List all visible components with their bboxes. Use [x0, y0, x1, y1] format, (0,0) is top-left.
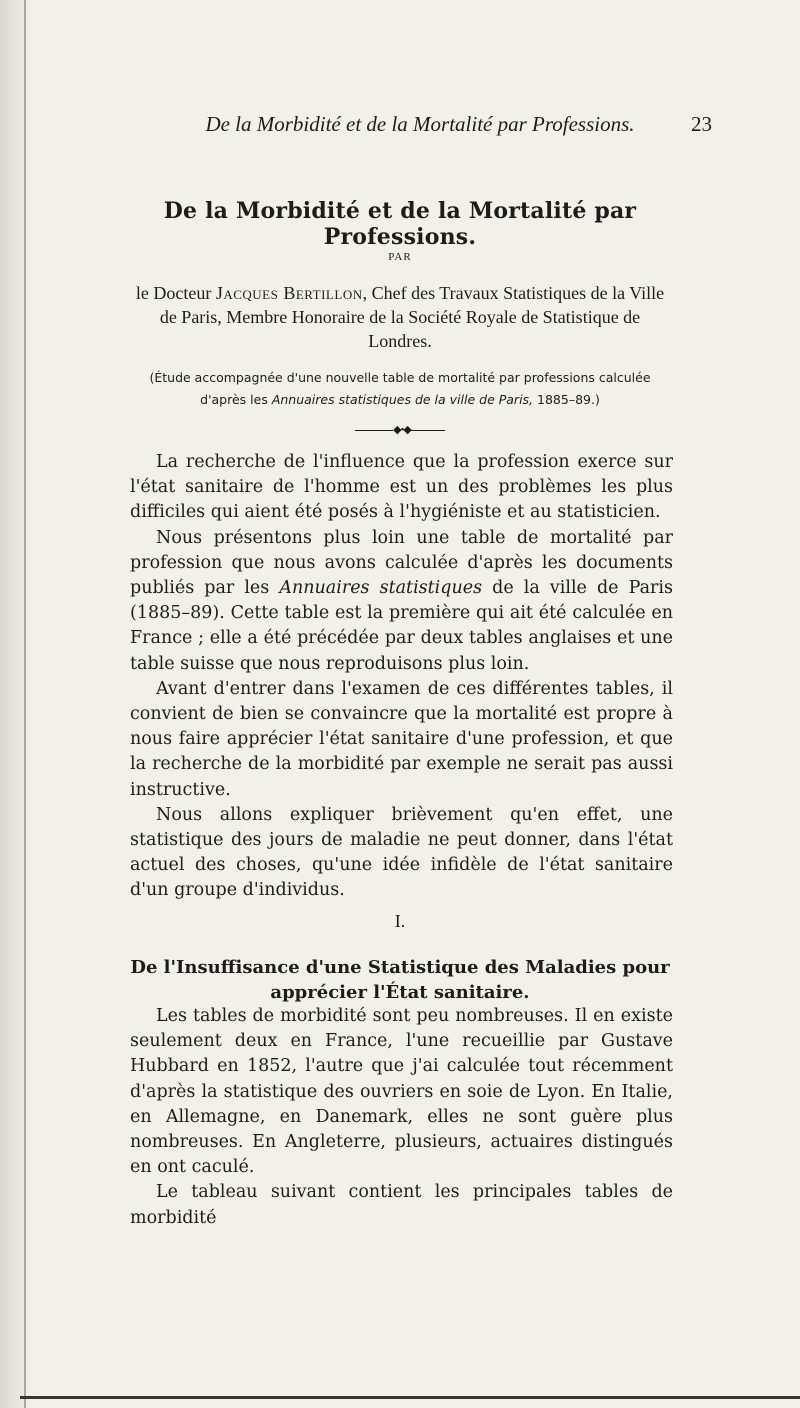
author-suffix: , Chef des Travaux Statistiques de la Ville de Paris, Membre Honoraire de la Société Royale de Statistique de Londres. — [159, 283, 665, 351]
page-bottom-edge — [20, 1396, 800, 1399]
intro-text — [130, 450, 673, 904]
subtitle-start: (Étude accompagnée d'une nouvelle table de mortalité par professions calculée d'après les — [149, 370, 651, 407]
paragraph-end: de la ville de Paris (1885–89). Cette table est la première qui ait été calculée en France ; elle a été précédée par deux tables anglaises et une table suisse que nous reproduisons plus loin. — [130, 578, 673, 674]
paragraph — [130, 526, 673, 677]
article-subtitle — [130, 367, 670, 411]
author-line — [130, 281, 670, 353]
ornamental-divider — [0, 423, 800, 436]
paragraph: Avant d'entrer dans l'examen de ces différentes tables, il convient de bien se convaincre que la mortalité est propre à nous faire apprécier l'état sanitaire d'une profession, et que la recherche de la morbidité par exemple ne serait pas aussi instructive. — [130, 678, 673, 800]
paragraph: La recherche de l'influence que la profession exerce sur l'état sanitaire de l'homme est un des problèmes les plus difficiles qui aient été posés à l'hygiéniste et au statisticien. — [130, 452, 673, 523]
running-head: De la Morbidité et de la Mortalité par Professions. — [205, 112, 635, 136]
section-title: De l'Insuffisance d'une Statistique des Maladies pour apprécier l'État sanitaire. — [130, 957, 670, 1003]
paragraph-italic: Annuaires statistiques — [279, 578, 483, 599]
paragraph: Nous allons expliquer brièvement qu'en effet, une statistique des jours de maladie ne peut donner, dans l'état actuel des choses, qu'une idée infidèle de l'état sanitaire d'un groupe d'individus. — [130, 804, 673, 901]
section-text — [130, 1004, 673, 1231]
divider-rule-right — [411, 430, 445, 431]
paragraph: Le tableau suivant contient les principales tables de morbidité — [130, 1182, 673, 1228]
author-prefix: le Docteur — [135, 283, 216, 303]
subtitle-italic: Annuaires statistiques de la ville de Paris, — [271, 392, 534, 407]
divider-rule-left — [355, 430, 393, 431]
section-number: I. — [394, 911, 406, 931]
subtitle-end: 1885–89.) — [533, 392, 600, 407]
par-label: PAR — [388, 251, 412, 263]
paragraph-start: Nous présentons plus loin une table de mortalité par profession que nous avons calculée d'après les documents publiés par les — [130, 527, 673, 599]
article-title: De la Morbidité et de la Mortalité par Professions. — [163, 198, 637, 250]
paragraph: Les tables de morbidité sont peu nombreuses. Il en existe seulement deux en France, l'une recueillie par Gustave Hubbard en 1852, l'autre que j'ai calculée tout récemment d'après la statistique des ouvriers en soie de Lyon. En Italie, en Allemagne, en Danemark, elles ne sont guère plus nombreuses. En Angleterre, plusieurs, actuaires distingués en ont caculé. — [130, 1006, 673, 1178]
author-name: Jacques Bertillon — [215, 283, 363, 303]
divider-ornament: ◆•◆ — [393, 424, 411, 436]
page-number: 23 — [691, 112, 712, 136]
